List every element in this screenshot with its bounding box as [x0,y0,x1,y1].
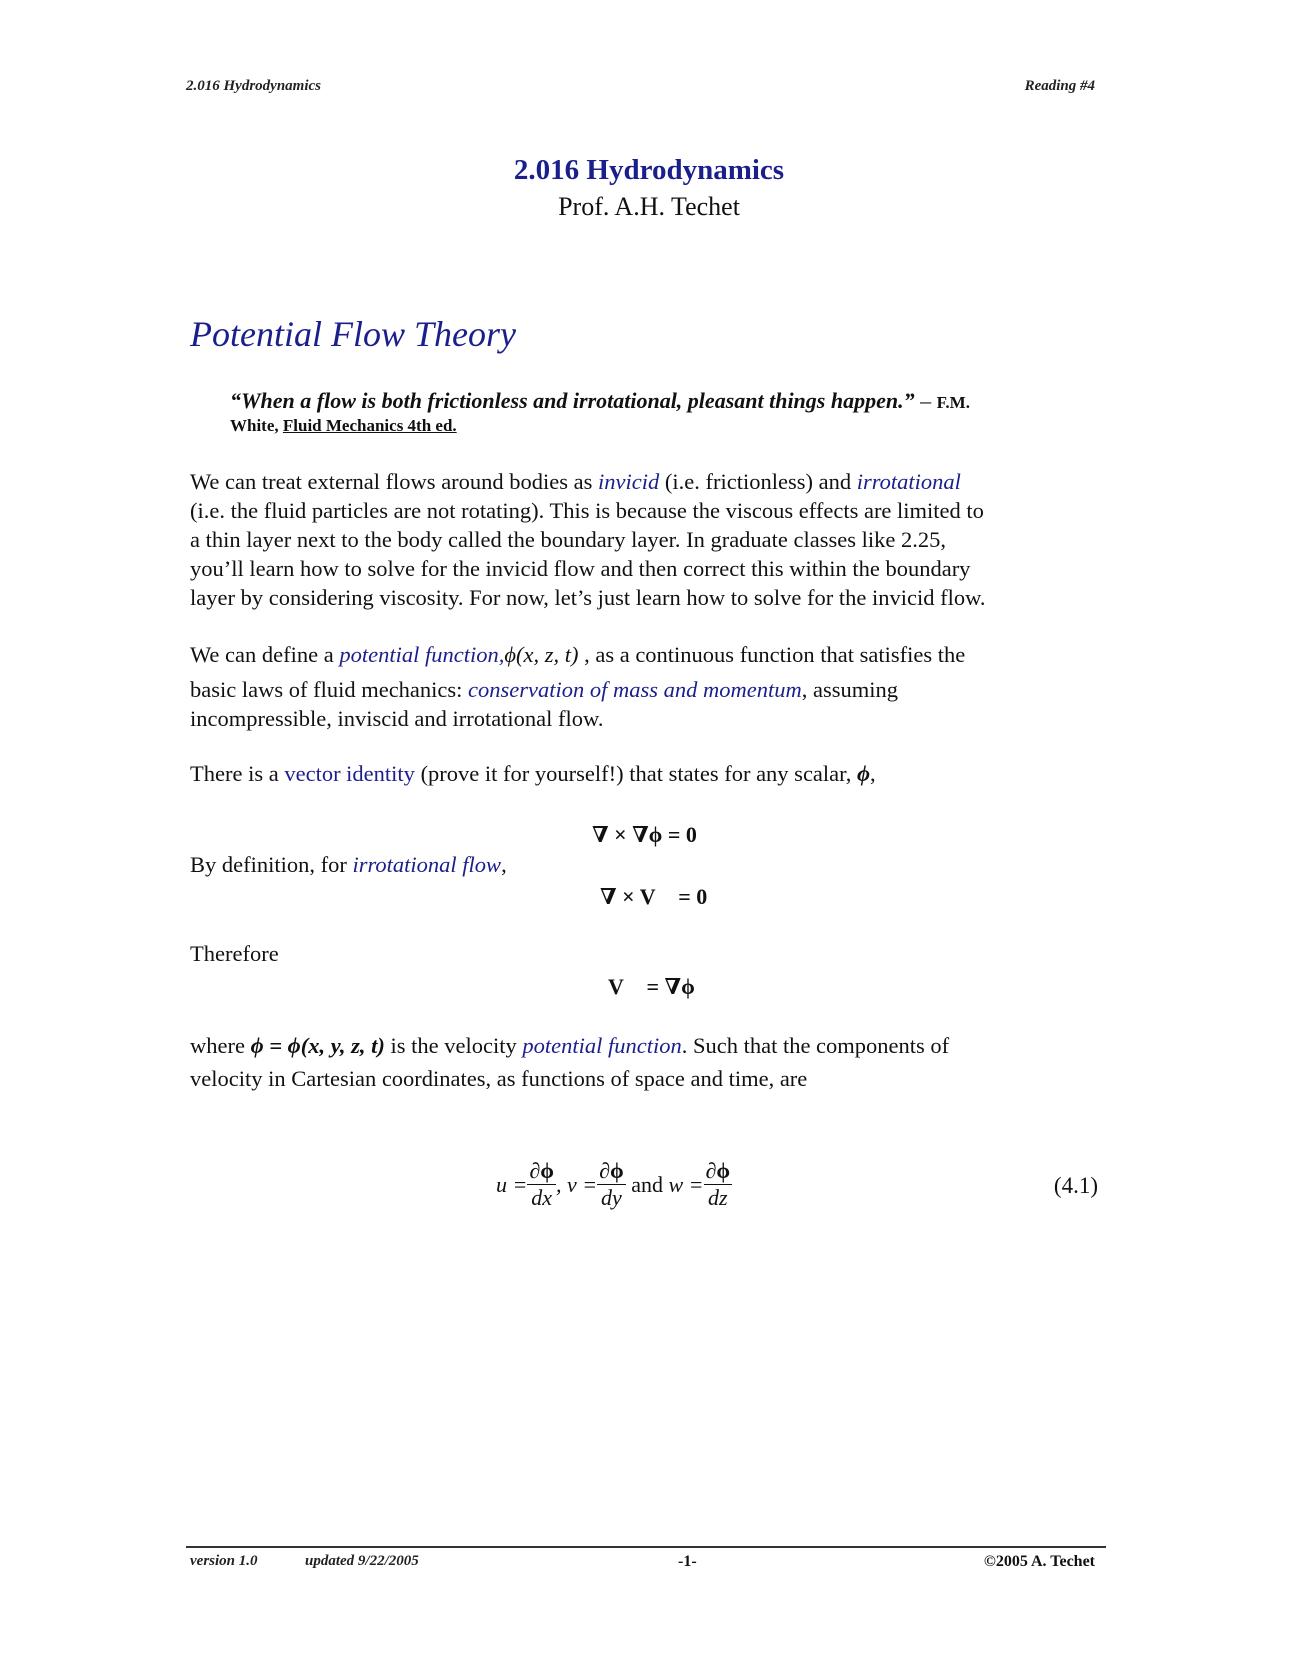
p1-line4: you’ll learn how to solve for the invicid flow and then correct this within the boundary [190,556,971,581]
paragraph-therefore: Therefore [190,941,279,966]
equation-curl-v: ∇ × V⃗ = 0 [600,884,708,909]
running-header-right: Reading #4 [1024,78,1095,94]
equation-curl-grad: ∇ × ∇ϕ = 0 [592,822,697,847]
paragraph-vector-identity [190,759,1120,788]
fraction-dphi-dy [597,1158,626,1211]
eq41-u: u = [496,1171,528,1197]
math-phi: ϕ [857,761,871,786]
equation-4-1 [496,1158,732,1211]
fraction-dphi-dx [527,1158,556,1211]
footer-version: version 1.0 [190,1553,258,1569]
fraction-denominator-dz: dz [708,1185,728,1210]
term-invicid: invicid [598,469,660,494]
footer-rule [186,1546,1106,1548]
fraction-numerator: ∂ϕ [705,1158,731,1183]
quote-book-title: Fluid Mechanics 4th ed. [282,416,457,435]
p4-comma: , [501,852,507,877]
paragraph-potential-function [190,640,1120,733]
p6-line2: velocity in Cartesian coordinates, as functions of space and time, are [190,1066,808,1091]
fraction-denominator-dx: dx [531,1185,553,1210]
quote-text: “When a flow is both frictionless and irrotational, pleasant things happen.” [230,388,915,413]
term-vector-identity: vector identity [284,761,415,786]
eq41-v: , v = [555,1171,598,1197]
p1-line5: layer by considering viscosity. For now, let’s just learn how to solve for the invicid flow. [190,585,986,610]
p1-line1-mid: (i.e. frictionless) and [659,469,857,494]
fraction-dphi-dz [704,1158,733,1211]
eq41-w: w = [668,1171,704,1197]
paragraph-intro [190,467,1120,612]
quote-attribution-name: White, [230,416,283,435]
p1-line1-text: We can treat external flows around bodies as [190,469,599,494]
p6-line1-mid: is the velocity [384,1033,523,1058]
term-conservation: conservation of mass and momentum [468,677,802,702]
footer-page-number: -1- [678,1553,697,1570]
p2-line2-rest: , assuming [801,677,899,702]
p1-line3: a thin layer next to the body called the boundary layer. In graduate classes like 2.25, [190,527,947,552]
document-author: Prof. A.H. Techet [558,192,740,221]
document-title: 2.016 Hydrodynamics [513,154,785,186]
p2-line3: incompressible, inviscid and irrotational flow. [190,706,604,731]
p3-text: There is a [190,761,285,786]
epigraph [230,388,970,414]
quote-attribution [230,416,457,436]
section-title: Potential Flow Theory [190,314,516,354]
p1-line2: (i.e. the fluid particles are not rotating). This is because the viscous effects are limited to [190,498,984,523]
p2-line1-text: We can define a [190,642,340,667]
p6-line1-text: where [190,1033,251,1058]
equation-number: (4.1) [1053,1173,1098,1198]
fraction-numerator: ∂ϕ [599,1158,624,1183]
term-irrotational-flow: irrotational flow [352,852,502,877]
fraction-numerator: ∂ϕ [529,1158,554,1183]
paragraph-velocity-components [190,1031,1120,1093]
term-potential-function: potential function, [339,642,505,667]
math-phi-xzt: ϕ(x, z, t) [504,642,579,667]
quote-dash: – [914,388,932,413]
fraction-denominator-dy: dy [601,1185,622,1210]
term-irrotational: irrotational [856,469,961,494]
p2-line1-rest: , as a continuous function that satisfies the [578,642,966,667]
p3-text-mid: (prove it for yourself!) that states for any scalar, [414,761,857,786]
p2-line2-text: basic laws of fluid mechanics: [190,677,469,702]
p6-line1-rest: . Such that the components of [681,1033,950,1058]
paragraph-irrotational [190,850,507,879]
quote-attribution-author: F.M. [936,393,970,412]
p3-comma: , [870,761,876,786]
footer-updated: updated 9/22/2005 [305,1553,419,1569]
running-header-left: 2.016 Hydrodynamics [186,78,321,94]
eq41-and: and [625,1171,669,1197]
p4-text: By definition, for [190,852,353,877]
footer-copyright: ©2005 A. Techet [983,1553,1095,1570]
equation-velocity: V⃗ = ∇ϕ [608,974,695,999]
math-phi-xyzt: ϕ = ϕ(x, y, z, t) [250,1033,385,1058]
term-potential-function-2: potential function [522,1033,682,1058]
